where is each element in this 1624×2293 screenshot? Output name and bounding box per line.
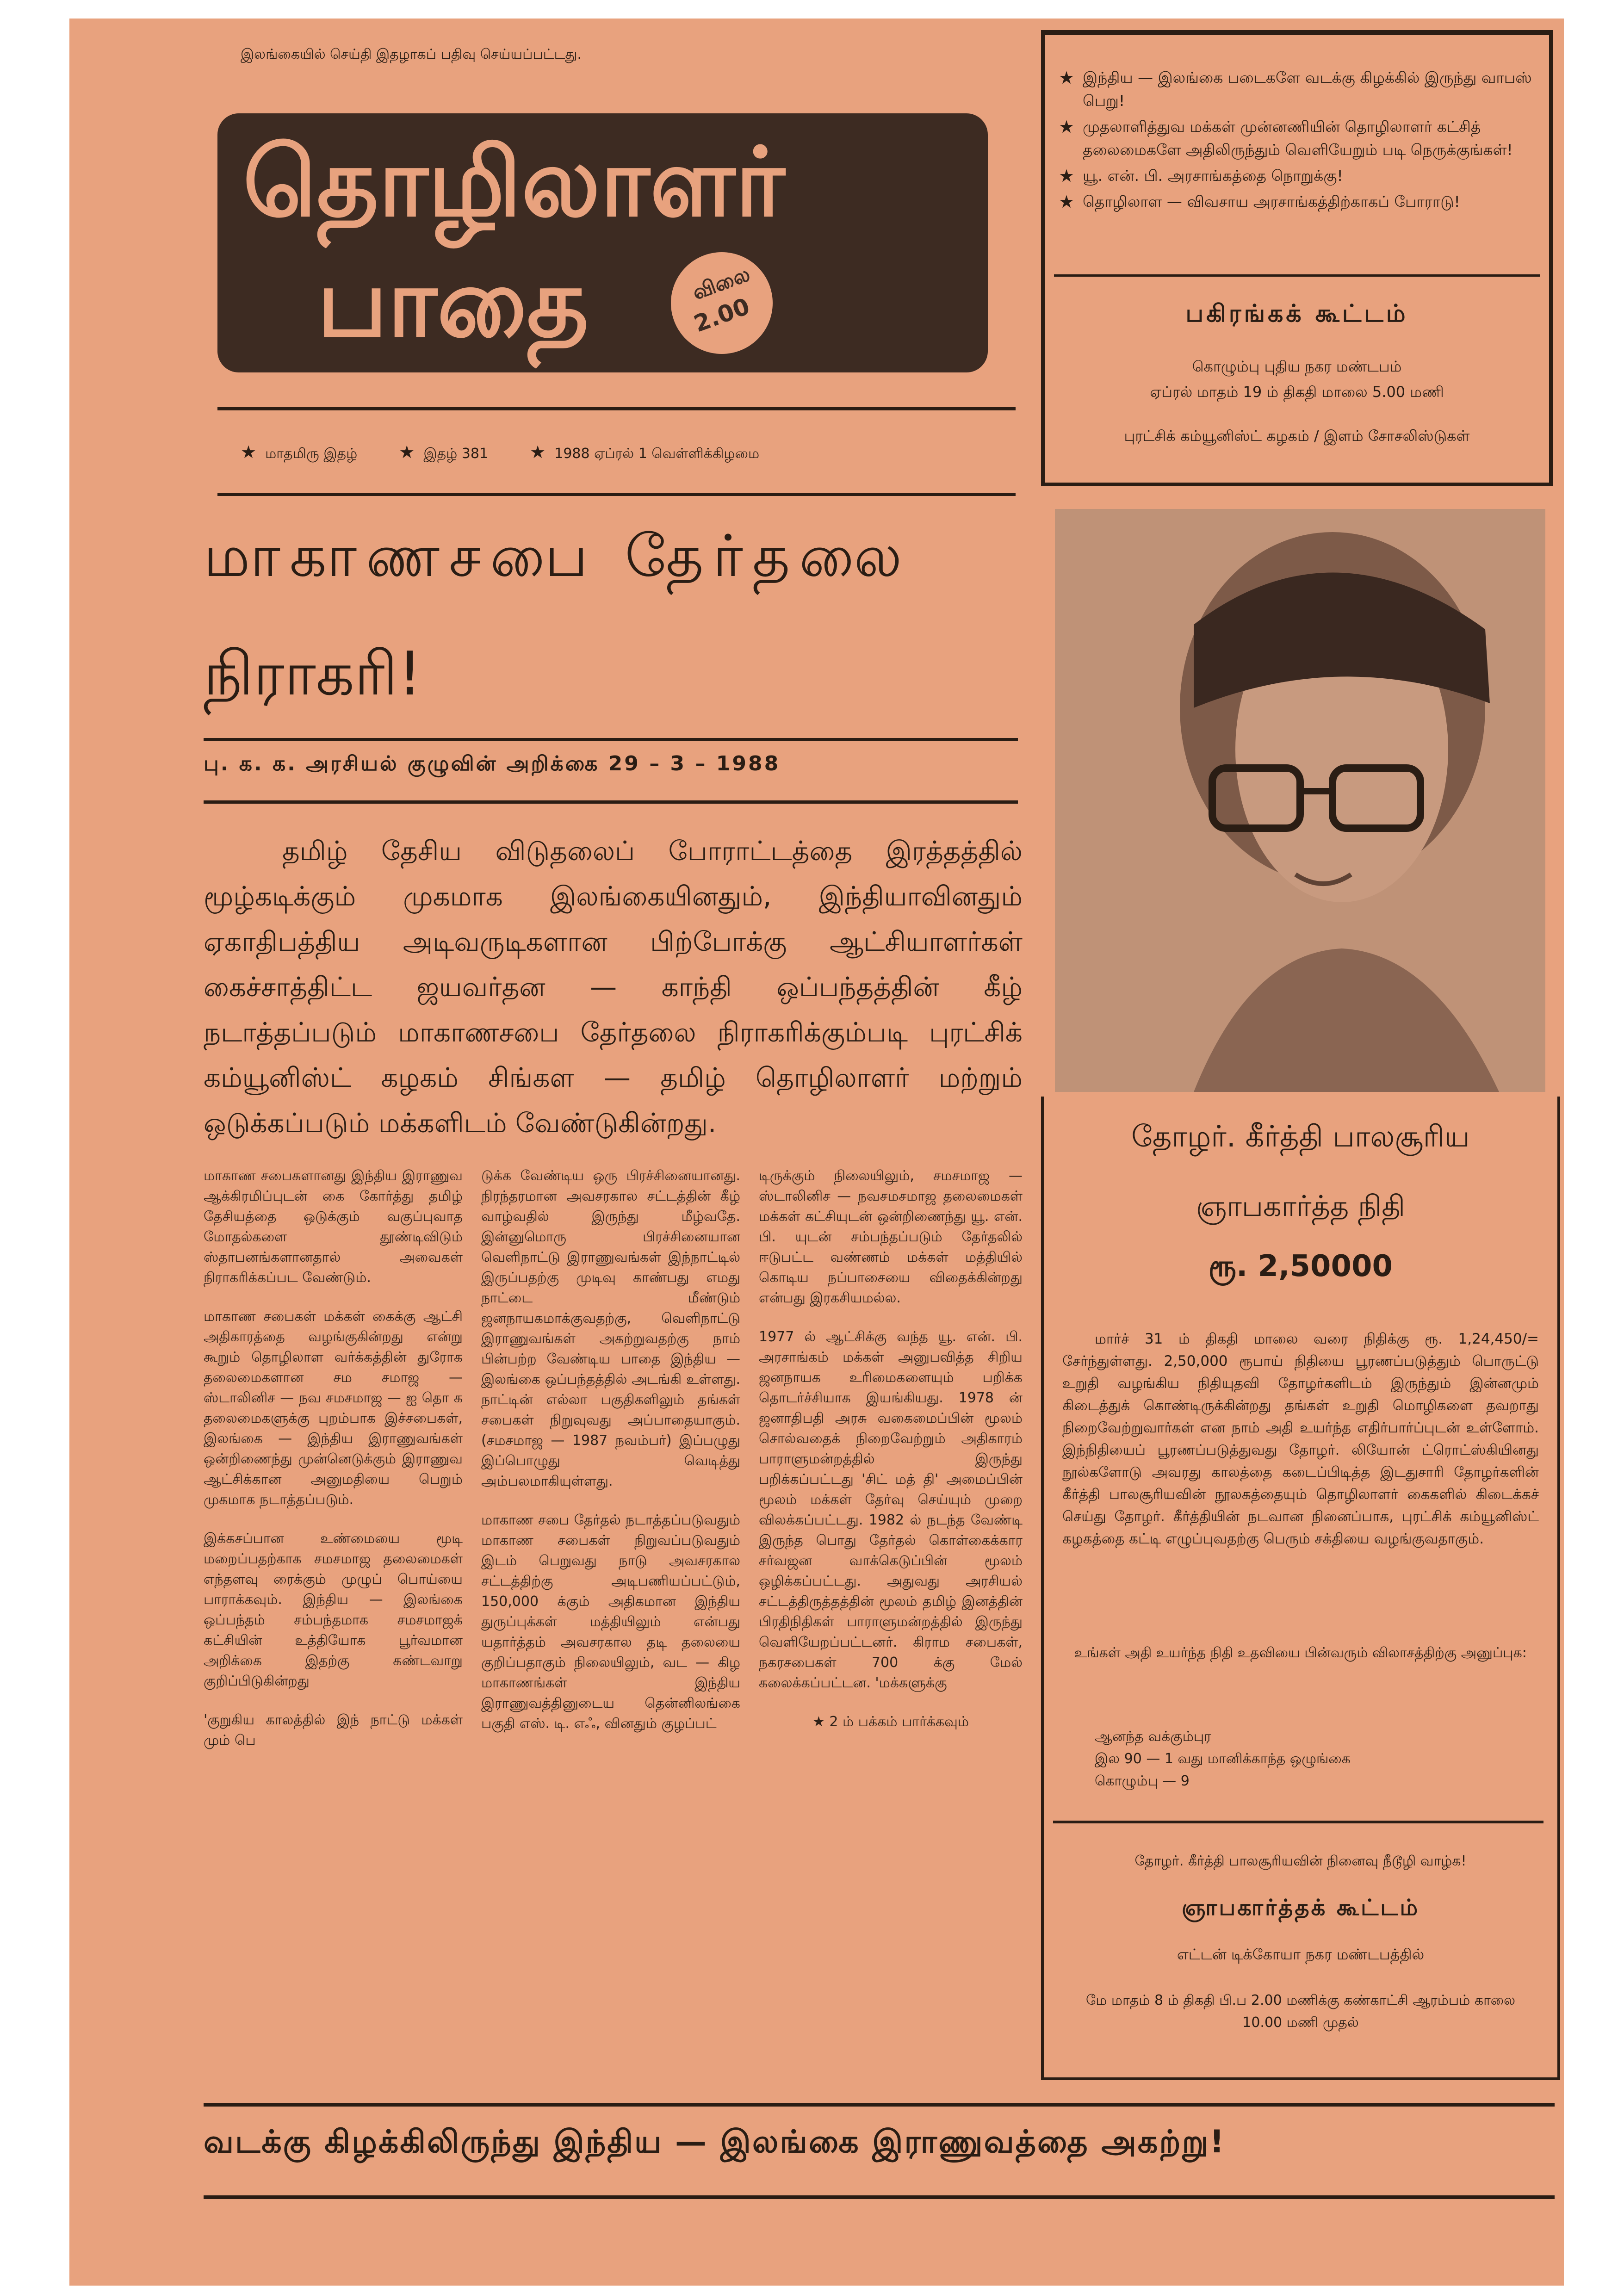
footer-rule-top	[204, 2103, 1555, 2107]
column1-paragraph: மாகாண சபைகளானது இந்திய இராணுவ ஆக்கிரமிப்புடன் கை கோர்த்து தமிழ் தேசியத்தை ஒடுக்கும் வகுப்புவாத மோதல்களை தூண்டிவிடும் ஸ்தாபனங்களானதால் அவைகள் நிராகரிக்கப்பட வேண்டும்.	[204, 1168, 463, 1286]
star-icon: ★	[1059, 68, 1075, 88]
continued-note: ★ 2 ம் பக்கம் பார்க்கவும்	[812, 1714, 969, 1730]
column1-paragraph: 'குறுகிய காலத்தில் இந் நாட்டு மக்கள் மும் பெ	[204, 1712, 463, 1748]
column3-paragraph: டிருக்கும் நிலையிலும், சமசமாஜ — ஸ்டாலினிச — நவசமசமாஜ தலைமைகள் மக்கள் கட்சியுடன் ஒன்றிணைந்து யூ. என். பி. யுடன் சம்பந்தப்படும் தேர்தலில் ஈடுபட்ட வண்ணம் மக்கள் மத்தியில் கொடிய நப்பாசையை விதைக்கின்றது என்பது இரகசியமல்ல.	[759, 1168, 1023, 1306]
subheadline-rule-top	[204, 738, 1018, 741]
issue-frequency: ★ மாதமிரு இதழ்	[241, 442, 358, 462]
article-column-1	[204, 1166, 463, 1769]
fund-address	[1095, 1726, 1351, 1792]
slogan-list	[1059, 66, 1535, 216]
price-badge	[671, 252, 773, 354]
issue-number: ★ இதழ் 381	[399, 442, 489, 462]
fund-divider	[1053, 1821, 1543, 1823]
star-icon: ★	[1059, 117, 1075, 137]
portrait-photo	[1055, 509, 1545, 1092]
fund-request: உங்கள் அதி உயர்ந்த நிதி உதவியை பின்வரும் விலாசத்திற்கு அனுப்புக:	[1074, 1645, 1527, 1661]
memorial-time: மே மாதம் 8 ம் திகதி பி.ப 2.00 மணிக்கு கண்காட்சி ஆரம்பம் காலை 10.00 மணி முதல்	[1085, 1992, 1516, 2031]
footer-slogan: வடக்கு கிழக்கிலிருந்து இந்திய — இலங்கை இராணுவத்தை அகற்று!	[204, 2124, 1226, 2160]
star-icon: ★	[241, 442, 257, 462]
star-icon: ★	[530, 442, 546, 462]
star-icon: ★	[1059, 166, 1075, 186]
column3-paragraph: 1977 ல் ஆட்சிக்கு வந்த யூ. என். பி. அரசாங்கம் மக்கள் அனுபவித்த சிறிய ஜனநாயக உரிமைகளையும் பறிக்க தொடர்ச்சியாக இயங்கியது. 1978 ன் ஜனாதிபதி அரசு வகைமைப்பின் மூலம் சொல்வதைக் நிறைவேற்றும் அதிகாரம் பாராளுமன்றத்தில் இருந்து பறிக்கப்பட்டது 'சிட் மத் தி' அமைப்பின் மூலம் மக்கள் தேர்வு செய்யும் முறை விலக்கப்பட்டது. 1982 ல் நடந்த வேண்டி இருந்த பொது தேர்தல் கொள்கைக்கார சர்வஜன வாக்கெடுப்பின் மூலம் ஒழிக்கப்பட்டது. அதுவது அரசியல் சட்டத்திருத்தத்தின் மூலம் தமிழ் இனத்தின் பிரதிநிதிகள் பாராளுமன்றத்தில் இருந்து வெளியேறப்பட்டனர். கிராம சபைகள், நகரசபைகள் 700 க்கு மேல் கலைக்கப்பட்டன. 'மக்களுக்கு	[759, 1329, 1023, 1691]
fund-title-line2: ஞாபகார்த்த நிதி	[1196, 1189, 1406, 1223]
issue-date: ★ 1988 ஏப்ரல் 1 வெள்ளிக்கிழமை	[530, 442, 760, 462]
meeting-time: ஏப்ரல் மாதம் 19 ம் திகதி மாலை 5.00 மணி	[1150, 383, 1444, 401]
memorial-slogan: தோழர். கீர்த்தி பாலசூரியவின் நினைவு நீடூழி வாழ்க!	[1134, 1853, 1467, 1869]
slogan-item: ★ இந்திய — இலங்கை படைகளே வடக்கு கிழக்கில் இருந்து வாபஸ் பெறு!	[1059, 66, 1535, 112]
masthead	[217, 113, 988, 372]
issue-rule-bottom	[217, 493, 1016, 496]
star-icon: ★	[399, 442, 415, 462]
slogan-item: ★ முதலாளித்துவ மக்கள் முன்னணியின் தொழிலாளர் கட்சித் தலைமைகளே அதிலிருந்தும் வெளியேறும் படி நெருக்குங்கள்!	[1059, 115, 1535, 161]
address-line: கொழும்பு — 9	[1095, 1773, 1190, 1789]
masthead-title-line1: தொழிலாளர்	[243, 128, 785, 238]
slogan-meeting-box	[1041, 30, 1553, 486]
address-line: இல 90 — 1 வது மானிக்காந்த ஒழுங்கை	[1095, 1751, 1351, 1767]
fund-title-line1: தோழர். கீர்த்தி பாலசூரிய	[1131, 1120, 1470, 1154]
meeting-heading: பகிரங்கக் கூட்டம்	[1185, 300, 1408, 328]
issue-info	[241, 442, 759, 464]
masthead-title-line2: பாதை	[317, 248, 589, 358]
memorial-venue: எட்டன் டிக்கோயா நகர மண்டபத்தில்	[1177, 1946, 1425, 1963]
registration-note: இலங்கையில் செய்தி இதழாகப் பதிவு செய்யப்பட்டது.	[241, 46, 582, 62]
fund-body: மார்ச் 31 ம் திகதி மாலை வரை நிதிக்கு ரூ. 1,24,450/= சேர்ந்துள்ளது. 2,50,000 ரூபாய் நிதியை பூரணப்படுத்தும் பொருட்டு உறுதி வழங்கிய நிதியுதவி தோழர்களிடம் இருந்தும் இன்னமும் கிடைத்துக் கொண்டிருக்கின்றது தங்கள் உறுதி மொழிகளை தவறாது நிறைவேற்றுவார்கள் என நாம் அதி உயர்ந்த எதிர்பார்ப்புடன் உள்ளோம். இந்நிதியைப் பூரணப்படுத்துவது தோழர். லியோன் ட்ரொட்ஸ்கியினது நூல்களோடு அவரது காலத்தை கடைப்பிடித்த இடதுசாரி தோழர்களின் கீர்த்தி பாலசூரியவின் நூலகத்தையும் தொழிலாளர் கைகளில் கிடைக்கச் செய்து தோழர். கீர்த்தியின் நடவான நினைப்பாக, புரட்சிக் கம்யூனிஸ்ட் கழகத்தை கட்டி எழுப்புவதற்கு பெரும் சக்தியை வழங்குவதாகும்.	[1062, 1331, 1539, 1547]
column2-paragraph: மாகாண சபை தேர்தல் நடாத்தப்படுவதும் மாகாண சபைகள் நிறுவப்படுவதும் இடம் பெறுவது நாடு அவசரகால சட்டத்திற்கு அடிபணியப்பட்டும், 150,000 க்கும் அதிகமான இந்திய துருப்புக்கள் மத்தியிலும் என்பது யதார்த்தம் அவசரகால தடி தலையை குறிப்பதாகும் நிலையிலும், வட — கிழ மாகாணங்கள் இந்திய இராணுவத்தினுடைய தென்னிலங்கை பகுதி எஸ். டி. எஃ, வினதும் குழப்பட்	[481, 1512, 740, 1732]
article-column-3	[759, 1166, 1023, 1751]
fund-box	[1041, 1097, 1560, 2080]
portrait-image-icon	[1055, 509, 1545, 1092]
column1-paragraph: இக்கசப்பான உண்மையை மூடி மறைப்பதற்காக சமசமாஜ தலைமைகள் எந்தளவு ரைக்கும் முழுப் பொய்யை பாராக்கவும். இந்திய — இலங்கை ஒப்பந்தம் சம்பந்தமாக சமசமாஜக் கட்சியின் உத்தியோக பூர்வமான அறிக்கை இதற்கு கண்டவாறு குறிப்பிடுகின்றது	[204, 1531, 463, 1689]
meeting-venue: கொழும்பு புதிய நகர மண்டபம்	[1192, 358, 1402, 375]
price-value: 2.00	[690, 292, 753, 338]
subheadline: பு. க. க. அரசியல் குழுவின் அறிக்கை 29 – 3 – 1988	[204, 752, 781, 775]
issue-rule-top	[217, 407, 1016, 410]
footer-rule-bottom	[204, 2195, 1555, 2199]
fund-amount: ரூ. 2,50000	[1208, 1249, 1393, 1283]
star-icon: ★	[1059, 192, 1075, 212]
slogan-item: ★ தொழிலாள — விவசாய அரசாங்கத்திற்காகப் போராடு!	[1059, 190, 1535, 213]
price-label: விலை	[689, 262, 753, 305]
column1-paragraph: மாகாண சபைகள் மக்கள் கைக்கு ஆட்சி அதிகாரத்தை வழங்குகின்றது என்று கூறும் தொழிலாள வர்க்கத்தின் துரோக தலைமைகளான சம சமாஜ — ஸ்டாலினிச — நவ சமசமாஜ — ஐ தொ க தலைமைகளுக்கு புறம்பாக இச்சபைகள், இலங்கை — இந்திய இராணுவங்கள் ஒன்றிணைந்து முன்னெடுக்கும் இராணுவ ஆட்சிக்கான அனுமதியை பெறும் முகமாக நடாத்தப்படும்.	[204, 1308, 463, 1508]
meeting-organizers: புரட்சிக் கம்யூனிஸ்ட் கழகம் / இளம் சோசலிஸ்டுகள்	[1124, 427, 1470, 445]
meeting-divider	[1054, 274, 1540, 277]
lead-paragraph: தமிழ் தேசிய விடுதலைப் போராட்டத்தை இரத்தத்தில் மூழ்கடிக்கும் முகமாக இலங்கையினதும், இந்தியாவினதும் ஏகாதிபத்திய அடிவருடிகளான பிற்போக்கு ஆட்சியாளர்கள் கைச்சாத்திட்ட ஜயவர்தன — காந்தி ஒப்பந்தத்தின் கீழ் நடாத்தப்படும் மாகாணசபை தேர்தலை நிராகரிக்கும்படி புரட்சிக் கம்யூனிஸ்ட் கழகம் சிங்கள — தமிழ் தொழிலாளர் மற்றும் ஒடுக்கப்படும் மக்களிடம் வேண்டுகின்றது.	[204, 835, 1023, 1139]
headline-line2: நிராகரி!	[204, 638, 422, 709]
article-column-2	[481, 1166, 740, 1753]
address-line: ஆனந்த வக்கும்புர	[1095, 1729, 1211, 1745]
memorial-heading: ஞாபகார்த்தக் கூட்டம்	[1181, 1895, 1420, 1921]
headline-line1: மாகாணசபை தேர்தலை	[204, 523, 911, 590]
subheadline-rule-bottom	[204, 800, 1018, 804]
slogan-item: ★ யூ. என். பி. அரசாங்கத்தை நொறுக்கு!	[1059, 164, 1535, 187]
column2-paragraph: டுக்க வேண்டிய ஒரு பிரச்சினையானது. நிரந்தரமான அவசரகால சட்டத்தின் கீழ் வாழ்வதில் இருந்து மீழ்வதே. இன்னுமொரு பிரச்சினையான வெளிநாட்டு இராணுவங்கள் இந்நாட்டில் இருப்பதற்கு முடிவு காண்பது எமது நாட்டை மீண்டும் ஜனநாயகமாக்குவதற்கு, வெளிநாட்டு இராணுவங்கள் அகற்றுவதற்கு நாம் பின்பற்ற வேண்டிய பாதை இந்திய — இலங்கை ஒப்பந்தத்தில் அடங்கி உள்ளது. நாட்டின் எல்லா பகுதிகளிலும் தங்கள் சபைகள் நிறுவுவது அப்பாதையாகும். (சமசமாஜ — 1987 நவம்பர்) இப்பழுது இப்பொழுது வெடித்து அம்பலமாகியுள்ளது.	[481, 1168, 740, 1489]
